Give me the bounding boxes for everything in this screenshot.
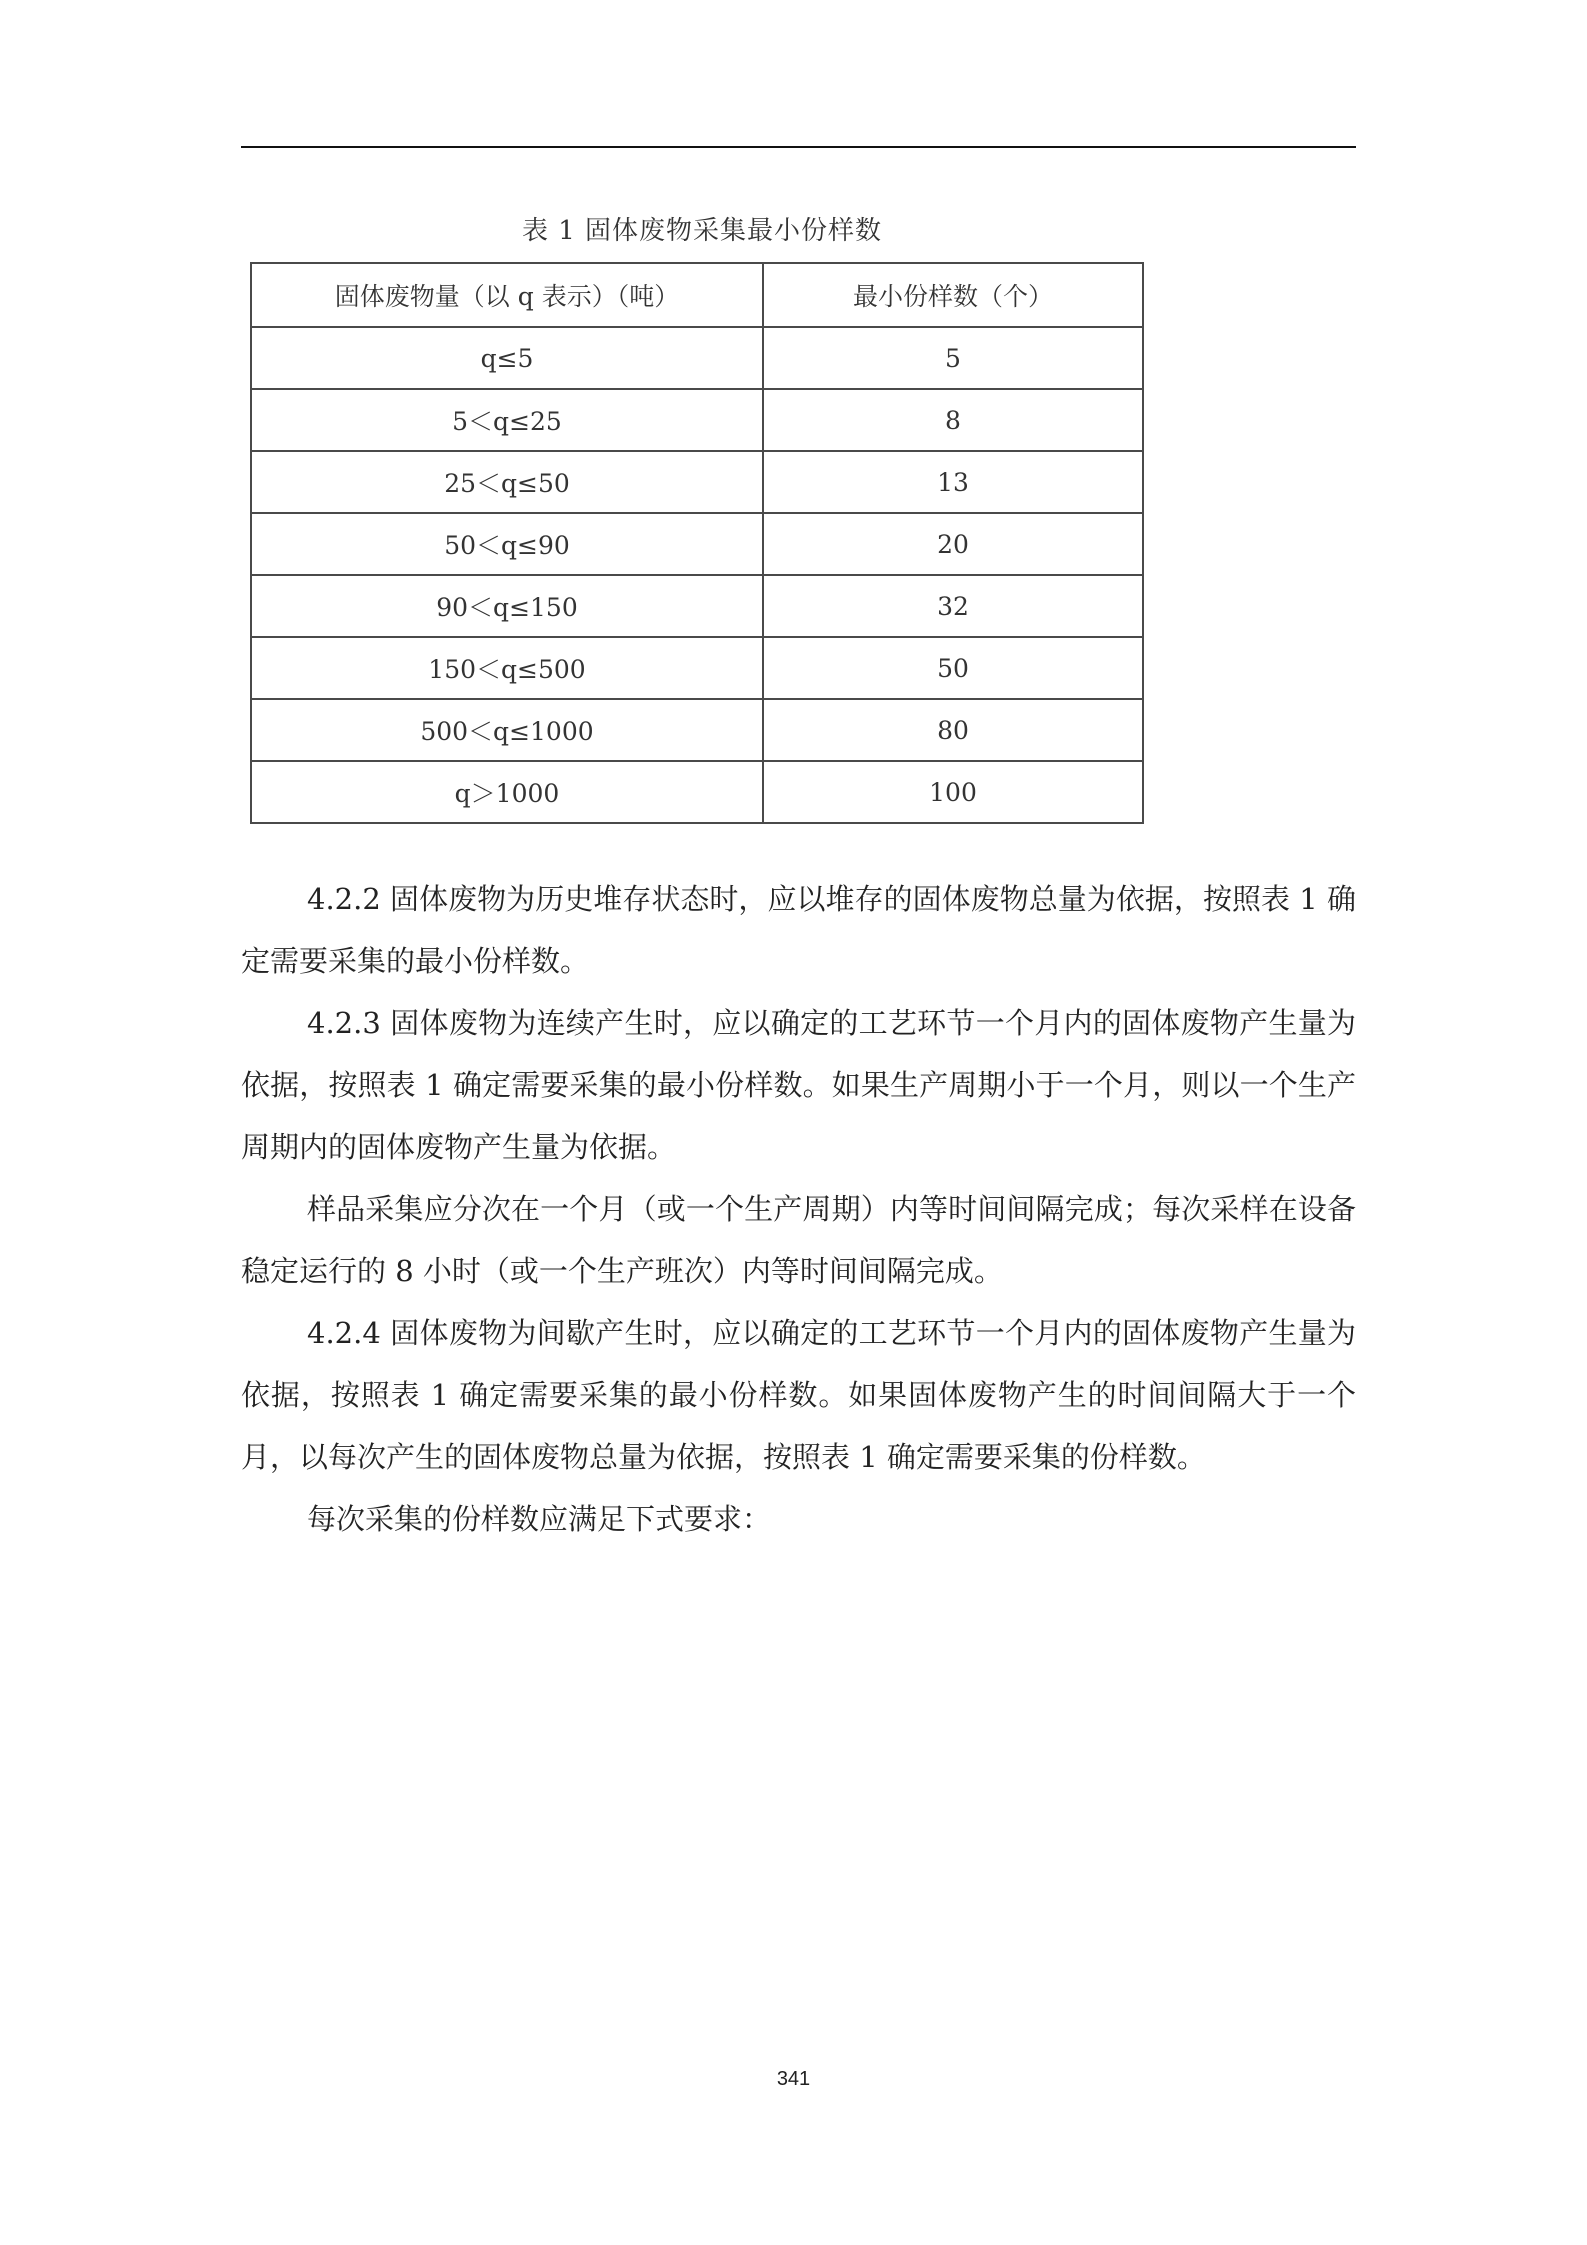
paragraph-4-2-3: 4.2.3 固体废物为连续产生时，应以确定的工艺环节一个月内的固体废物产生量为依据，按照表 1 确定需要采集的最小份样数。如果生产周期小于一个月，则以一个生产周期内的固体废物产生量为依据。 [241, 1006, 1356, 1164]
min-samples-cell: 8 [763, 389, 1143, 451]
table-header-row [251, 263, 1143, 327]
sample-count-table [250, 262, 1144, 824]
column-header-waste-quantity: 固体废物量（以 q 表示）（吨） [251, 263, 763, 327]
column-header-min-samples: 最小份样数（个） [763, 263, 1143, 327]
quantity-range-cell: 90＜q≤150 [251, 575, 763, 637]
quantity-range-cell: 50＜q≤90 [251, 513, 763, 575]
paragraph-formula-intro: 每次采集的份样数应满足下式要求： [307, 1502, 772, 1536]
table-row [251, 327, 1143, 389]
page-number: 341 [776, 2068, 811, 2090]
min-samples-cell: 50 [763, 637, 1143, 699]
min-samples-cell: 13 [763, 451, 1143, 513]
quantity-range-cell: 500＜q≤1000 [251, 699, 763, 761]
table-row [251, 637, 1143, 699]
min-samples-cell: 20 [763, 513, 1143, 575]
quantity-range-cell: 25＜q≤50 [251, 451, 763, 513]
table-row [251, 513, 1143, 575]
header-rule [241, 146, 1356, 148]
min-samples-cell: 32 [763, 575, 1143, 637]
table-caption: 表 1 固体废物采集最小份样数 [521, 216, 883, 246]
quantity-range-cell: 5＜q≤25 [251, 389, 763, 451]
table-row [251, 451, 1143, 513]
table-row [251, 575, 1143, 637]
quantity-range-cell: q＞1000 [251, 761, 763, 823]
table-row [251, 699, 1143, 761]
table-row [251, 389, 1143, 451]
quantity-range-cell: q≤5 [251, 327, 763, 389]
body-text [241, 868, 1356, 1550]
quantity-range-cell: 150＜q≤500 [251, 637, 763, 699]
table-row [251, 761, 1143, 823]
paragraph-sampling-schedule: 样品采集应分次在一个月（或一个生产周期）内等时间间隔完成；每次采样在设备稳定运行的 8 小时（或一个生产班次）内等时间间隔完成。 [241, 1192, 1356, 1288]
paragraph-4-2-4: 4.2.4 固体废物为间歇产生时，应以确定的工艺环节一个月内的固体废物产生量为依据，按照表 1 确定需要采集的最小份样数。如果固体废物产生的时间间隔大于一个月，以每次产生的固体废物总量为依据，按照表 1 确定需要采集的份样数。 [241, 1316, 1356, 1474]
paragraph-4-2-2: 4.2.2 固体废物为历史堆存状态时，应以堆存的固体废物总量为依据，按照表 1 确定需要采集的最小份样数。 [241, 882, 1356, 978]
min-samples-cell: 80 [763, 699, 1143, 761]
min-samples-cell: 5 [763, 327, 1143, 389]
min-samples-cell: 100 [763, 761, 1143, 823]
